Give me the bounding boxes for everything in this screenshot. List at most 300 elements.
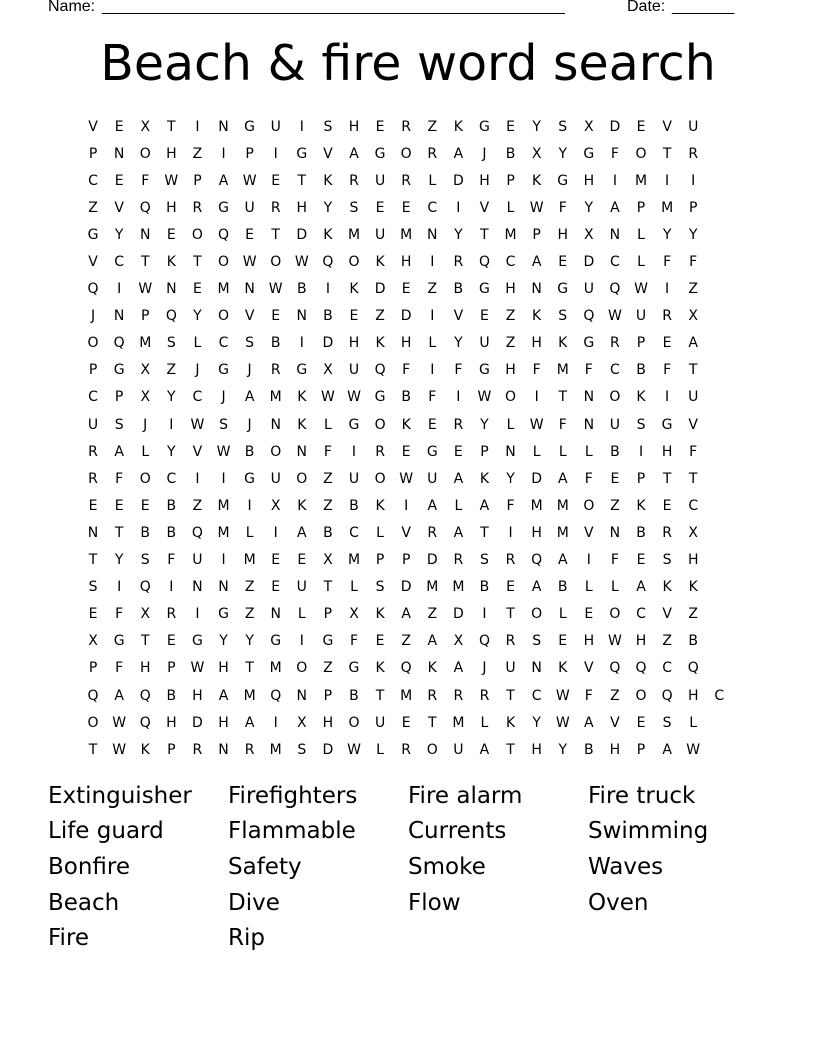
grid-letter: V — [88, 118, 98, 135]
grid-letter: E — [88, 606, 98, 623]
grid-letter: A — [453, 145, 464, 162]
grid-letter: Q — [113, 335, 125, 352]
grid-letter: K — [662, 579, 672, 596]
grid-letter: N — [113, 145, 125, 162]
grid-row — [80, 547, 736, 574]
grid-letter: L — [506, 199, 515, 216]
grid-letter: K — [636, 497, 646, 514]
grid-letter: B — [244, 443, 255, 460]
grid-letter: R — [192, 199, 203, 216]
grid-letter: S — [532, 633, 542, 650]
grid-letter: G — [348, 416, 360, 433]
grid-letter: X — [140, 606, 151, 623]
grid-letter: K — [349, 281, 359, 298]
grid-letter: T — [506, 687, 515, 704]
grid-letter: W — [555, 714, 570, 731]
grid-letter: Z — [505, 308, 516, 325]
grid-letter: P — [167, 741, 176, 758]
grid-row — [80, 655, 736, 682]
grid-letter: M — [452, 579, 465, 596]
grid-letter: H — [583, 172, 595, 189]
grid-letter: F — [428, 389, 437, 406]
grid-letter: B — [166, 524, 177, 541]
grid-letter: R — [244, 741, 255, 758]
grid-letter: Y — [532, 118, 541, 135]
word-list-item: Flow — [408, 889, 461, 916]
grid-letter: A — [531, 254, 542, 271]
grid-letter: T — [88, 741, 98, 758]
grid-letter: W — [294, 254, 309, 271]
grid-letter: U — [609, 416, 621, 433]
grid-letter: N — [583, 416, 595, 433]
grid-letter: W — [477, 389, 492, 406]
word-list-item: Dive — [228, 889, 280, 916]
grid-letter: R — [401, 741, 412, 758]
date-line: _______ — [672, 0, 735, 15]
grid-letter: C — [714, 687, 725, 704]
grid-letter: T — [375, 687, 385, 704]
grid-row — [80, 519, 736, 546]
grid-letter: R — [88, 443, 98, 460]
grid-letter: R — [349, 172, 359, 189]
grid-letter: V — [244, 308, 255, 325]
grid-letter: A — [244, 389, 255, 406]
grid-letter: B — [479, 579, 490, 596]
grid-letter: C — [636, 606, 646, 623]
grid-letter: N — [531, 281, 542, 298]
grid-letter: B — [349, 687, 359, 704]
grid-row — [80, 330, 736, 357]
grid-letter: E — [88, 497, 98, 514]
grid-letter: M — [269, 741, 282, 758]
grid-letter: O — [218, 254, 230, 271]
grid-letter: F — [402, 362, 411, 379]
grid-letter: Q — [87, 687, 99, 704]
grid-letter: R — [427, 524, 438, 541]
grid-letter: K — [297, 416, 307, 433]
grid-letter: A — [453, 660, 464, 677]
grid-letter: T — [167, 118, 176, 135]
grid-letter: I — [195, 606, 200, 623]
grid-letter: R — [375, 443, 385, 460]
grid-letter: F — [532, 362, 541, 379]
grid-letter: D — [452, 172, 464, 189]
grid-letter: X — [453, 633, 464, 650]
grid-letter: B — [584, 741, 594, 758]
grid-letter: U — [479, 335, 490, 352]
grid-letter: E — [271, 552, 281, 569]
grid-letter: A — [218, 172, 229, 189]
grid-letter: C — [192, 389, 203, 406]
grid-letter: V — [662, 606, 672, 623]
grid-letter: X — [140, 118, 151, 135]
grid-letter: T — [662, 470, 672, 487]
grid-letter: I — [430, 362, 435, 379]
word-list-item: Beach — [48, 889, 120, 916]
grid-letter: E — [166, 633, 176, 650]
grid-letter: R — [270, 362, 281, 379]
grid-letter: Q — [139, 579, 151, 596]
grid-letter: P — [636, 741, 646, 758]
grid-letter: C — [662, 660, 672, 677]
grid-letter: I — [430, 254, 435, 271]
grid-letter: R — [401, 118, 412, 135]
grid-letter: A — [610, 199, 620, 216]
grid-letter: Z — [505, 335, 516, 352]
grid-letter: O — [609, 389, 621, 406]
word-list-item: Firefighters — [228, 782, 358, 809]
grid-letter: C — [427, 199, 438, 216]
grid-letter: F — [558, 416, 567, 433]
grid-letter: N — [609, 226, 621, 243]
grid-letter: K — [323, 226, 333, 243]
grid-letter: Z — [427, 281, 438, 298]
grid-letter: E — [271, 579, 281, 596]
grid-letter: A — [557, 470, 568, 487]
grid-letter: G — [426, 443, 438, 460]
grid-letter: S — [140, 552, 150, 569]
grid-letter: O — [400, 145, 412, 162]
grid-letter: I — [247, 497, 252, 514]
grid-letter: U — [348, 362, 360, 379]
grid-letter: F — [558, 199, 567, 216]
grid-row — [80, 709, 736, 736]
grid-letter: O — [635, 145, 647, 162]
grid-letter: K — [166, 254, 176, 271]
grid-letter: V — [662, 118, 672, 135]
grid-letter: G — [479, 118, 490, 135]
grid-letter: F — [349, 633, 359, 650]
grid-letter: N — [296, 443, 308, 460]
word-row — [48, 778, 768, 814]
grid-letter: F — [506, 497, 515, 514]
grid-letter: Q — [87, 281, 99, 298]
grid-letter: Q — [191, 524, 203, 541]
grid-letter: Q — [661, 687, 673, 704]
grid-letter: X — [297, 714, 307, 731]
grid-letter: J — [90, 308, 96, 325]
grid-letter: I — [665, 281, 670, 298]
grid-letter: D — [452, 606, 464, 623]
grid-letter: E — [636, 714, 646, 731]
grid-letter: I — [665, 389, 670, 406]
grid-letter: B — [453, 281, 464, 298]
grid-letter: I — [351, 443, 357, 460]
grid-letter: E — [271, 308, 281, 325]
grid-letter: F — [323, 443, 332, 460]
grid-letter: B — [270, 335, 281, 352]
grid-letter: G — [87, 226, 99, 243]
grid-letter: Q — [531, 552, 543, 569]
grid-letter: K — [297, 389, 307, 406]
grid-letter: W — [608, 633, 622, 650]
grid-letter: O — [87, 714, 99, 731]
grid-letter: Y — [688, 226, 698, 243]
grid-letter: E — [401, 281, 411, 298]
grid-letter: T — [480, 524, 489, 541]
grid-letter: Y — [662, 226, 672, 243]
grid-letter: Y — [506, 470, 515, 487]
grid-letter: E — [140, 497, 150, 514]
grid-letter: G — [557, 281, 569, 298]
grid-letter: O — [218, 308, 230, 325]
word-row — [48, 849, 768, 885]
grid-letter: F — [454, 362, 463, 379]
grid-letter: H — [531, 524, 542, 541]
grid-letter: H — [687, 552, 699, 569]
grid-letter: C — [218, 335, 229, 352]
grid-letter: G — [296, 362, 308, 379]
grid-letter: Y — [167, 389, 176, 406]
grid-letter: T — [480, 226, 489, 243]
grid-letter: W — [164, 172, 179, 189]
grid-letter: N — [505, 443, 516, 460]
grid-letter: Q — [609, 660, 621, 677]
grid-letter: Q — [322, 254, 334, 271]
grid-letter: U — [296, 579, 307, 596]
grid-letter: A — [557, 552, 568, 569]
grid-letter: H — [348, 335, 360, 352]
grid-letter: Y — [245, 633, 254, 650]
grid-letter: O — [505, 389, 517, 406]
word-list-item: Fire truck — [588, 782, 696, 809]
grid-letter: M — [556, 497, 569, 514]
grid-letter: Z — [688, 281, 698, 298]
grid-letter: P — [114, 389, 124, 406]
grid-letter: L — [297, 606, 306, 623]
grid-letter: M — [556, 524, 569, 541]
grid-letter: W — [112, 741, 127, 758]
grid-letter: H — [139, 660, 151, 677]
grid-letter: J — [482, 660, 487, 677]
grid-letter: P — [636, 470, 646, 487]
grid-letter: P — [167, 660, 176, 677]
word-list-item: Fire alarm — [408, 782, 523, 809]
grid-letter: L — [584, 443, 593, 460]
grid-letter: R — [662, 524, 672, 541]
grid-letter: F — [663, 362, 672, 379]
grid-letter: B — [688, 633, 698, 650]
grid-letter: H — [400, 335, 412, 352]
grid-letter: K — [505, 714, 516, 731]
grid-letter: E — [480, 308, 489, 325]
grid-row — [80, 194, 736, 221]
grid-letter: Q — [609, 281, 621, 298]
grid-letter: G — [113, 633, 125, 650]
grid-letter: U — [374, 714, 386, 731]
grid-letter: W — [529, 199, 544, 216]
grid-letter: W — [399, 470, 414, 487]
grid-letter: D — [296, 226, 308, 243]
grid-letter: I — [221, 145, 226, 162]
grid-letter: G — [244, 118, 256, 135]
grid-letter: Z — [166, 362, 177, 379]
grid-letter: G — [583, 335, 595, 352]
grid-letter: L — [376, 524, 384, 541]
grid-letter: E — [636, 118, 646, 135]
grid-letter: O — [296, 660, 308, 677]
grid-letter: K — [479, 470, 490, 487]
grid-letter: J — [221, 389, 226, 406]
grid-letter: E — [166, 226, 176, 243]
grid-letter: L — [637, 226, 645, 243]
grid-letter: Y — [167, 443, 176, 460]
grid-letter: X — [531, 145, 542, 162]
grid-letter: E — [245, 226, 255, 243]
grid-letter: I — [221, 552, 226, 569]
grid-letter: H — [192, 687, 203, 704]
grid-letter: N — [218, 579, 229, 596]
grid-letter: P — [506, 172, 515, 189]
grid-letter: E — [375, 118, 385, 135]
grid-letter: Z — [688, 606, 698, 623]
grid-letter: L — [323, 416, 332, 433]
grid-letter: U — [192, 552, 203, 569]
grid-letter: U — [374, 226, 386, 243]
grid-row — [80, 736, 736, 763]
grid-letter: R — [453, 416, 464, 433]
grid-letter: M — [452, 714, 465, 731]
grid-letter: K — [453, 118, 463, 135]
grid-letter: A — [584, 714, 594, 731]
grid-letter: G — [113, 362, 125, 379]
grid-letter: A — [427, 633, 438, 650]
grid-letter: H — [505, 362, 516, 379]
grid-letter: Q — [139, 714, 151, 731]
grid-letter: M — [634, 172, 648, 189]
grid-letter: X — [323, 552, 333, 569]
grid-letter: R — [453, 552, 464, 569]
grid-letter: E — [506, 118, 515, 135]
grid-letter: Y — [558, 145, 568, 162]
grid-letter: L — [558, 606, 567, 623]
grid-row — [80, 601, 736, 628]
grid-letter: V — [479, 199, 490, 216]
grid-letter: Q — [218, 226, 230, 243]
grid-letter: L — [637, 254, 645, 271]
grid-letter: S — [662, 552, 672, 569]
grid-letter: L — [141, 443, 150, 460]
grid-letter: I — [325, 281, 330, 298]
grid-row — [80, 492, 736, 519]
grid-letter: W — [347, 741, 361, 758]
grid-letter: U — [270, 470, 281, 487]
grid-letter: B — [557, 579, 568, 596]
grid-letter: A — [479, 497, 490, 514]
grid-letter: P — [532, 226, 541, 243]
grid-letter: H — [531, 741, 542, 758]
grid-letter: E — [427, 416, 437, 433]
grid-letter: G — [557, 172, 569, 189]
grid-letter: E — [192, 281, 202, 298]
grid-letter: Z — [88, 199, 98, 216]
grid-letter: A — [427, 497, 438, 514]
grid-letter: A — [636, 579, 646, 596]
grid-letter: T — [245, 660, 254, 677]
grid-letter: R — [88, 470, 98, 487]
grid-letter: L — [558, 443, 567, 460]
grid-letter: P — [401, 552, 411, 569]
grid-letter: R — [479, 687, 490, 704]
grid-letter: L — [245, 524, 254, 541]
grid-letter: Z — [427, 606, 438, 623]
grid-letter: N — [270, 606, 281, 623]
grid-letter: K — [532, 172, 542, 189]
grid-letter: K — [140, 741, 150, 758]
grid-letter: Q — [270, 687, 282, 704]
grid-letter: C — [610, 362, 620, 379]
grid-letter: L — [428, 335, 437, 352]
grid-letter: V — [323, 145, 333, 162]
word-list-item: Smoke — [408, 853, 486, 880]
grid-letter: W — [268, 281, 283, 298]
grid-row — [80, 221, 736, 248]
grid-letter: I — [508, 524, 513, 541]
grid-letter: E — [636, 552, 646, 569]
grid-letter: A — [453, 524, 464, 541]
grid-letter: Z — [427, 118, 438, 135]
grid-letter: N — [244, 281, 255, 298]
name-label: Name: — [48, 0, 96, 15]
grid-letter: D — [531, 470, 543, 487]
grid-letter: F — [663, 254, 672, 271]
grid-letter: Q — [139, 687, 151, 704]
grid-letter: G — [348, 660, 360, 677]
grid-letter: H — [479, 172, 490, 189]
grid-letter: L — [480, 714, 489, 731]
word-list-item: Safety — [228, 853, 302, 880]
grid-letter: K — [636, 389, 646, 406]
grid-letter: N — [296, 308, 308, 325]
grid-letter: K — [375, 606, 385, 623]
grid-letter: I — [273, 714, 278, 731]
grid-letter: W — [320, 389, 335, 406]
header — [0, 0, 816, 20]
grid-letter: B — [636, 362, 646, 379]
grid-letter: C — [349, 524, 359, 541]
grid-letter: R — [505, 552, 516, 569]
grid-letter: N — [609, 524, 621, 541]
grid-letter: H — [218, 660, 229, 677]
grid-letter: I — [221, 470, 226, 487]
grid-letter: E — [558, 633, 568, 650]
grid-letter: W — [555, 687, 570, 704]
grid-letter: Q — [478, 254, 490, 271]
grid-letter: H — [296, 199, 308, 216]
word-list-item: Extinguisher — [48, 782, 192, 809]
grid-letter: L — [193, 335, 202, 352]
grid-letter: P — [88, 145, 98, 162]
grid-letter: X — [270, 497, 281, 514]
grid-letter: H — [583, 633, 595, 650]
grid-row — [80, 628, 736, 655]
grid-letter: S — [114, 416, 124, 433]
grid-letter: U — [505, 660, 516, 677]
grid-row — [80, 357, 736, 384]
grid-row — [80, 140, 736, 167]
grid-letter: O — [348, 254, 360, 271]
grid-letter: Y — [219, 633, 228, 650]
grid-letter: F — [141, 172, 150, 189]
grid-letter: P — [375, 552, 385, 569]
grid-letter: U — [244, 199, 255, 216]
grid-letter: I — [691, 172, 696, 189]
grid-letter: E — [375, 199, 385, 216]
grid-letter: A — [297, 524, 307, 541]
grid-letter: D — [609, 118, 621, 135]
grid-letter: C — [610, 254, 620, 271]
grid-letter: F — [584, 362, 593, 379]
